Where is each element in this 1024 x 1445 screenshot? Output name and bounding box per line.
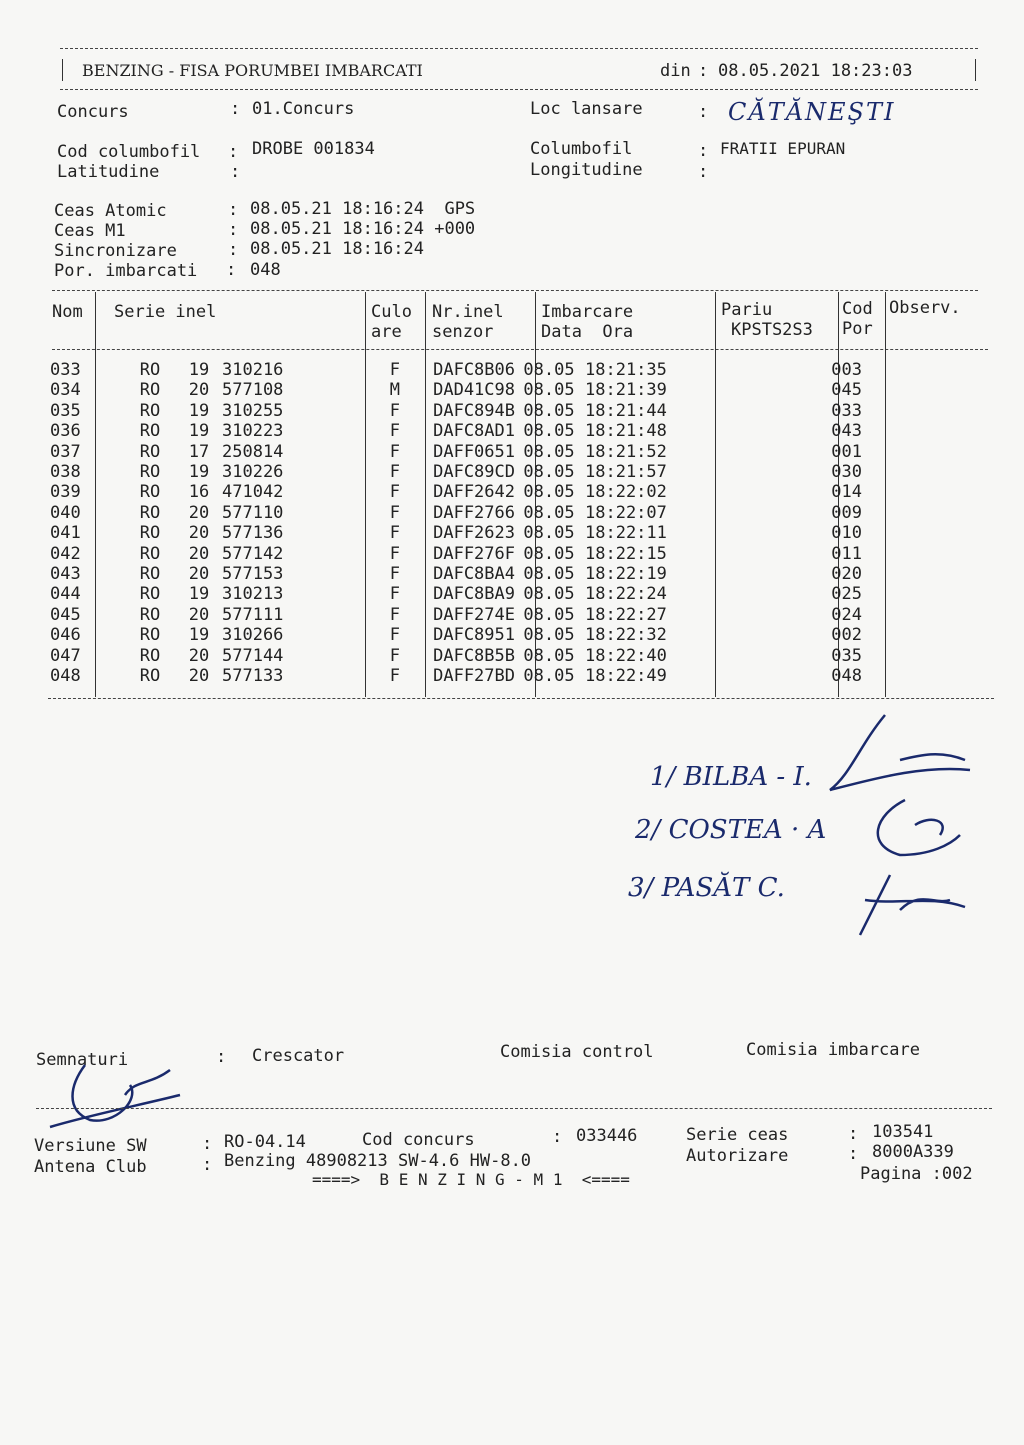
cell-ora: 18:21:44 bbox=[585, 400, 667, 421]
ceas-atomic-value: 08.05.21 18:16:24 GPS bbox=[250, 199, 476, 219]
cell-ora: 18:22:15 bbox=[585, 543, 667, 564]
cell-sex: F bbox=[389, 666, 400, 687]
cell-spacer bbox=[96, 401, 124, 421]
cell-spacer bbox=[96, 523, 124, 543]
cell-data: 08.05 bbox=[523, 625, 575, 646]
cell-data: 08.05 bbox=[523, 543, 575, 564]
col-header-imbarcare: Imbarcare bbox=[541, 302, 634, 322]
col-header-pariu: Pariu bbox=[721, 300, 773, 320]
por-imbarcati-label: Por. imbarcati bbox=[54, 261, 198, 281]
cell-sex: F bbox=[389, 360, 400, 380]
cell-spacer bbox=[96, 625, 124, 645]
cell-spacer bbox=[697, 544, 822, 564]
cell-spacer bbox=[697, 605, 822, 625]
ceas-m1-colon: : bbox=[228, 220, 239, 240]
loc-lansare-handwritten: CĂTĂNEŞTI bbox=[728, 98, 896, 126]
cell-tara: RO bbox=[139, 604, 161, 625]
cell-nom: 040 bbox=[50, 502, 81, 523]
cell-senzor: DAFF0651 bbox=[433, 441, 515, 462]
table-header-rule bbox=[52, 349, 988, 350]
cell-spacer bbox=[697, 564, 822, 584]
long-colon: : bbox=[698, 162, 709, 182]
cell-sex: F bbox=[389, 502, 400, 523]
footer-rule bbox=[36, 1108, 992, 1109]
cell-nr: 310213 bbox=[222, 584, 284, 605]
cell-tara: RO bbox=[139, 625, 161, 646]
cell-sex: M bbox=[389, 380, 400, 401]
col-header-serie: Serie inel bbox=[114, 302, 217, 322]
table-row bbox=[50, 503, 862, 523]
longitudine-label: Longitudine bbox=[530, 160, 643, 180]
table-row bbox=[50, 666, 862, 686]
cell-spacer bbox=[96, 442, 124, 462]
cell-data: 08.05 bbox=[523, 666, 575, 687]
cell-spacer bbox=[697, 584, 822, 604]
cell-tara: RO bbox=[139, 462, 161, 483]
cell-nom: 033 bbox=[50, 360, 81, 380]
cell-an: 19 bbox=[188, 584, 210, 605]
cell-data: 08.05 bbox=[523, 360, 575, 380]
versiune-sw-value: RO-04.14 bbox=[224, 1132, 306, 1152]
cell-senzor: DAFF2766 bbox=[433, 502, 515, 523]
autorizare-colon: : bbox=[848, 1144, 859, 1164]
por-colon: : bbox=[226, 260, 237, 280]
cell-sex: F bbox=[389, 523, 400, 544]
table-row bbox=[50, 544, 862, 564]
table-row bbox=[50, 360, 862, 380]
cell-spacer bbox=[697, 666, 822, 686]
cell-data: 08.05 bbox=[523, 380, 575, 401]
cell-data: 08.05 bbox=[523, 482, 575, 503]
cell-spacer bbox=[697, 625, 822, 645]
cell-tara: RO bbox=[139, 380, 161, 401]
cell-cod: 020 bbox=[831, 564, 862, 585]
cell-nr: 310216 bbox=[222, 360, 284, 380]
columbofil-label: Columbofil bbox=[530, 139, 633, 159]
cell-ora: 18:22:07 bbox=[585, 502, 667, 523]
cell-data: 08.05 bbox=[523, 645, 575, 666]
cell-nom: 036 bbox=[50, 421, 81, 442]
columbofil-colon: : bbox=[698, 141, 709, 161]
cell-nr: 577144 bbox=[222, 645, 284, 666]
cell-ora: 18:22:02 bbox=[585, 482, 667, 503]
cell-sex: F bbox=[389, 462, 400, 483]
ceas-m1-value: 08.05.21 18:16:24 +000 bbox=[250, 219, 476, 239]
cell-senzor: DAFF274E bbox=[433, 604, 515, 625]
cell-senzor: DAFC8B06 bbox=[433, 360, 515, 380]
handwritten-member-3: 3/ PASĂT C. bbox=[628, 873, 785, 903]
cell-an: 17 bbox=[188, 441, 210, 462]
antena-club-value: Benzing 48908213 SW-4.6 HW-8.0 bbox=[224, 1151, 532, 1171]
autorizare-value: 8000A339 bbox=[872, 1142, 954, 1162]
cell-an: 19 bbox=[188, 625, 210, 646]
table-row bbox=[50, 584, 862, 604]
cell-tara: RO bbox=[139, 441, 161, 462]
table-row bbox=[50, 605, 862, 625]
col-header-nom: Nom bbox=[52, 302, 83, 322]
header-right-bar bbox=[975, 59, 976, 81]
cell-nom: 038 bbox=[50, 462, 81, 483]
handwritten-member-1: 1/ BILBA - I. bbox=[650, 762, 812, 792]
cell-spacer bbox=[96, 666, 124, 686]
cell-spacer bbox=[96, 564, 124, 584]
signature-marks-icon bbox=[790, 705, 990, 945]
cell-sex: F bbox=[389, 543, 400, 564]
cell-sex: F bbox=[389, 421, 400, 442]
cell-sex: F bbox=[389, 645, 400, 666]
cell-nr: 310223 bbox=[222, 421, 284, 442]
cell-spacer bbox=[96, 646, 124, 666]
cell-tara: RO bbox=[139, 564, 161, 585]
cell-tara: RO bbox=[139, 645, 161, 666]
antena-colon: : bbox=[202, 1155, 213, 1175]
cell-senzor: DAFC8AD1 bbox=[433, 421, 515, 442]
cell-sex: F bbox=[389, 482, 400, 503]
versiune-sw-label: Versiune SW bbox=[34, 1136, 147, 1156]
cod-columbofil-label: Cod columbofil bbox=[57, 142, 201, 162]
page-number: Pagina :002 bbox=[860, 1164, 973, 1184]
columbofil-value: FRATII EPURAN bbox=[720, 139, 846, 158]
table-row bbox=[50, 625, 862, 645]
por-imbarcati-value: 048 bbox=[250, 260, 281, 280]
cell-tara: RO bbox=[139, 584, 161, 605]
col-header-por: Por bbox=[842, 319, 873, 339]
col-header-observ: Observ. bbox=[889, 298, 961, 318]
cell-sex: F bbox=[389, 584, 400, 605]
cell-nr: 310226 bbox=[222, 462, 284, 483]
concurs-value: 01.Concurs bbox=[252, 99, 355, 119]
cell-spacer bbox=[96, 584, 124, 604]
semnaturi-colon: : bbox=[216, 1047, 227, 1067]
cell-an: 20 bbox=[188, 380, 210, 401]
cell-cod: 014 bbox=[831, 482, 862, 503]
cell-nom: 039 bbox=[50, 482, 81, 503]
table-row bbox=[50, 442, 862, 462]
col-header-culo: Culo bbox=[371, 302, 412, 322]
cell-sex: F bbox=[389, 604, 400, 625]
cod-concurs-value: 033446 bbox=[576, 1126, 638, 1146]
comisia-imbarcare-label: Comisia imbarcare bbox=[746, 1040, 920, 1060]
cell-nr: 310255 bbox=[222, 400, 284, 421]
cell-nr: 250814 bbox=[222, 441, 284, 462]
cell-nom: 034 bbox=[50, 380, 81, 401]
print-date: 08.05.2021 18:23:03 bbox=[718, 61, 913, 81]
cell-tara: RO bbox=[139, 482, 161, 503]
cell-ora: 18:21:39 bbox=[585, 380, 667, 401]
serie-ceas-colon: : bbox=[848, 1124, 859, 1144]
cell-cod: 002 bbox=[831, 625, 862, 646]
cell-data: 08.05 bbox=[523, 462, 575, 483]
autorizare-label: Autorizare bbox=[686, 1146, 789, 1166]
cell-spacer bbox=[96, 360, 124, 380]
cell-senzor: DAFC8B5B bbox=[433, 645, 515, 666]
cell-cod: 009 bbox=[831, 502, 862, 523]
semnaturi-label: Semnaturi bbox=[36, 1050, 129, 1070]
comisia-control-label: Comisia control bbox=[500, 1042, 654, 1062]
concurs-label: Concurs bbox=[57, 102, 129, 122]
cell-nr: 310266 bbox=[222, 625, 284, 646]
cell-tara: RO bbox=[139, 666, 161, 687]
col-sep-cod bbox=[885, 292, 886, 697]
cell-cod: 011 bbox=[831, 543, 862, 564]
cell-nom: 044 bbox=[50, 584, 81, 605]
cell-spacer bbox=[697, 482, 822, 502]
cell-ora: 18:22:49 bbox=[585, 666, 667, 687]
table-top-rule bbox=[52, 290, 978, 291]
cell-senzor: DAFF2642 bbox=[433, 482, 515, 503]
cell-senzor: DAFC8951 bbox=[433, 625, 515, 646]
cell-nr: 577133 bbox=[222, 666, 284, 687]
cell-cod: 024 bbox=[831, 604, 862, 625]
cell-senzor: DAFC89CD bbox=[433, 462, 515, 483]
cell-data: 08.05 bbox=[523, 502, 575, 523]
cell-nr: 577142 bbox=[222, 543, 284, 564]
antena-club-label: Antena Club bbox=[34, 1157, 147, 1177]
cell-spacer bbox=[96, 462, 124, 482]
cod-concurs-colon: : bbox=[552, 1127, 563, 1147]
cell-senzor: DAFC894B bbox=[433, 400, 515, 421]
cell-cod: 045 bbox=[831, 380, 862, 401]
ceas-atomic-colon: : bbox=[228, 200, 239, 220]
cell-spacer bbox=[697, 360, 822, 380]
latitudine-label: Latitudine bbox=[57, 162, 160, 182]
cell-data: 08.05 bbox=[523, 441, 575, 462]
cell-spacer bbox=[697, 503, 822, 523]
cell-ora: 18:22:11 bbox=[585, 523, 667, 544]
cell-an: 19 bbox=[188, 421, 210, 442]
cell-nom: 037 bbox=[50, 441, 81, 462]
table-bottom-rule bbox=[48, 698, 994, 699]
cell-nom: 035 bbox=[50, 400, 81, 421]
serie-ceas-label: Serie ceas bbox=[686, 1125, 789, 1145]
col-header-senzor: senzor bbox=[432, 322, 494, 342]
table-row bbox=[50, 482, 862, 502]
date-label: din bbox=[660, 61, 691, 81]
cell-ora: 18:21:48 bbox=[585, 421, 667, 442]
cell-sex: F bbox=[389, 400, 400, 421]
cell-an: 19 bbox=[188, 462, 210, 483]
cell-an: 20 bbox=[188, 564, 210, 585]
cell-spacer bbox=[96, 605, 124, 625]
cell-cod: 025 bbox=[831, 584, 862, 605]
col-header-cod: Cod bbox=[842, 299, 873, 319]
col-header-pariu-codes: KPSTS2S3 bbox=[731, 320, 813, 340]
cell-spacer bbox=[96, 503, 124, 523]
cell-senzor: DAFC8BA9 bbox=[433, 584, 515, 605]
cod-colon: : bbox=[228, 142, 239, 162]
cell-nom: 045 bbox=[50, 604, 81, 625]
cell-senzor: DAFF27BD bbox=[433, 666, 515, 687]
cell-nom: 043 bbox=[50, 564, 81, 585]
lat-colon: : bbox=[230, 162, 241, 182]
cell-senzor: DAFF276F bbox=[433, 543, 515, 564]
cell-nr: 577153 bbox=[222, 564, 284, 585]
cell-ora: 18:21:52 bbox=[585, 441, 667, 462]
cell-an: 20 bbox=[188, 543, 210, 564]
table-row bbox=[50, 523, 862, 543]
cell-tara: RO bbox=[139, 400, 161, 421]
cell-spacer bbox=[96, 380, 124, 400]
crescator-label: Crescator bbox=[252, 1046, 345, 1066]
cell-cod: 033 bbox=[831, 400, 862, 421]
cell-ora: 18:21:57 bbox=[585, 462, 667, 483]
cell-an: 16 bbox=[188, 482, 210, 503]
cell-cod: 010 bbox=[831, 523, 862, 544]
cell-tara: RO bbox=[139, 421, 161, 442]
cell-spacer bbox=[96, 544, 124, 564]
cell-spacer bbox=[697, 646, 822, 666]
cell-nr: 577110 bbox=[222, 502, 284, 523]
loc-colon: : bbox=[698, 102, 709, 122]
cod-concurs-label: Cod concurs bbox=[362, 1130, 475, 1150]
cell-spacer bbox=[697, 380, 822, 400]
date-colon: : bbox=[698, 61, 709, 81]
cell-an: 20 bbox=[188, 502, 210, 523]
cell-an: 19 bbox=[188, 400, 210, 421]
cell-cod: 035 bbox=[831, 645, 862, 666]
cell-senzor: DAFC8BA4 bbox=[433, 564, 515, 585]
cell-an: 20 bbox=[188, 666, 210, 687]
cell-ora: 18:22:19 bbox=[585, 564, 667, 585]
cell-nr: 577108 bbox=[222, 380, 284, 401]
cell-cod: 003 bbox=[831, 360, 862, 380]
sincronizare-value: 08.05.21 18:16:24 bbox=[250, 239, 424, 259]
cell-sex: F bbox=[389, 441, 400, 462]
cell-nr: 471042 bbox=[222, 482, 284, 503]
cell-nom: 046 bbox=[50, 625, 81, 646]
cell-data: 08.05 bbox=[523, 400, 575, 421]
table-row bbox=[50, 401, 862, 421]
sincronizare-label: Sincronizare bbox=[54, 241, 177, 261]
cell-spacer bbox=[697, 421, 822, 441]
cell-cod: 048 bbox=[831, 666, 862, 687]
cell-nom: 042 bbox=[50, 543, 81, 564]
cell-ora: 18:22:32 bbox=[585, 625, 667, 646]
cell-nom: 048 bbox=[50, 666, 81, 687]
cell-ora: 18:21:35 bbox=[585, 360, 667, 380]
cell-data: 08.05 bbox=[523, 523, 575, 544]
cell-spacer bbox=[96, 421, 124, 441]
cell-spacer bbox=[96, 482, 124, 502]
cell-cod: 043 bbox=[831, 421, 862, 442]
cell-an: 20 bbox=[188, 645, 210, 666]
cell-cod: 001 bbox=[831, 441, 862, 462]
serie-ceas-value: 103541 bbox=[872, 1122, 934, 1142]
cell-spacer bbox=[697, 523, 822, 543]
cell-an: 20 bbox=[188, 523, 210, 544]
cell-data: 08.05 bbox=[523, 584, 575, 605]
cell-an: 20 bbox=[188, 604, 210, 625]
loc-lansare-label: Loc lansare bbox=[530, 99, 643, 119]
cell-ora: 18:22:27 bbox=[585, 604, 667, 625]
cell-tara: RO bbox=[139, 523, 161, 544]
cell-nom: 041 bbox=[50, 523, 81, 544]
cell-nr: 577111 bbox=[222, 604, 284, 625]
table-row bbox=[50, 421, 862, 441]
cell-cod: 030 bbox=[831, 462, 862, 483]
cell-data: 08.05 bbox=[523, 421, 575, 442]
concurs-colon: : bbox=[230, 99, 241, 119]
cell-data: 08.05 bbox=[523, 564, 575, 585]
ceas-atomic-label: Ceas Atomic bbox=[54, 201, 167, 221]
cell-spacer bbox=[697, 462, 822, 482]
cell-tara: RO bbox=[139, 360, 161, 380]
versiune-colon: : bbox=[202, 1134, 213, 1154]
cell-spacer bbox=[697, 401, 822, 421]
col-header-data-ora: Data Ora bbox=[541, 322, 634, 342]
handwritten-member-2: 2/ COSTEA · A bbox=[635, 815, 827, 845]
cell-nr: 577136 bbox=[222, 523, 284, 544]
header-left-bar bbox=[62, 59, 63, 81]
sincronizare-colon: : bbox=[228, 240, 239, 260]
col-header-culo-2: are bbox=[371, 322, 402, 342]
cell-tara: RO bbox=[139, 502, 161, 523]
cell-data: 08.05 bbox=[523, 604, 575, 625]
cell-ora: 18:22:24 bbox=[585, 584, 667, 605]
ceas-m1-label: Ceas M1 bbox=[54, 221, 126, 241]
cell-sex: F bbox=[389, 564, 400, 585]
brand-line: ====> B E N Z I N G - M 1 <==== bbox=[312, 1170, 630, 1189]
cell-senzor: DAFF2623 bbox=[433, 523, 515, 544]
col-header-nrinel: Nr.inel bbox=[432, 302, 504, 322]
cell-nom: 047 bbox=[50, 645, 81, 666]
boarding-table bbox=[50, 360, 862, 687]
table-row bbox=[50, 646, 862, 666]
cod-columbofil-value: DROBE 001834 bbox=[252, 139, 375, 159]
cell-ora: 18:22:40 bbox=[585, 645, 667, 666]
document-title: BENZING - FISA PORUMBEI IMBARCATI bbox=[82, 61, 423, 80]
cell-senzor: DAD41C98 bbox=[433, 380, 515, 401]
cell-sex: F bbox=[389, 625, 400, 646]
table-row bbox=[50, 564, 862, 584]
cell-an: 19 bbox=[188, 360, 210, 380]
table-row bbox=[50, 380, 862, 400]
cell-spacer bbox=[697, 442, 822, 462]
cell-tara: RO bbox=[139, 543, 161, 564]
table-row bbox=[50, 462, 862, 482]
breeder-signature-icon bbox=[30, 1055, 190, 1135]
